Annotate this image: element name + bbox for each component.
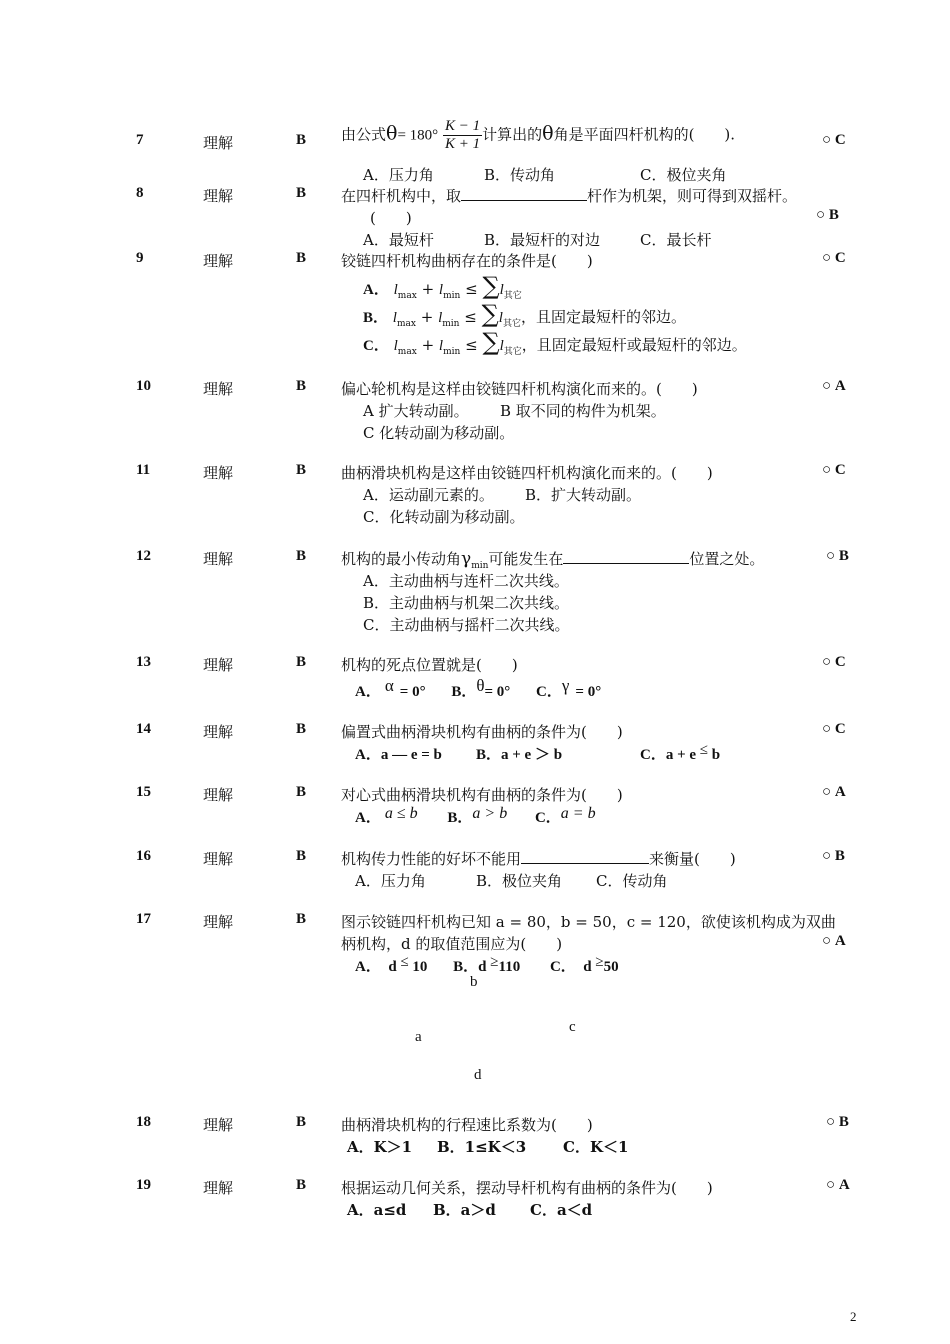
question-number: 18 bbox=[136, 1114, 151, 1130]
option-c: C 化转动副为移动副。 bbox=[363, 424, 515, 442]
question-stem: 图示铰链四杆机构已知 a = 80，b = 50，c = 120，欲使该机构成为双曲 bbox=[341, 913, 836, 931]
option-c: C． $l_{max} + l_{min} \le \sum l_{其它}$，且固定最短杆或最短杆的邻边。 bbox=[363, 328, 747, 357]
question-stem: 根据运动几何关系，摆动导杆机构有曲柄的条件为( ) bbox=[341, 1179, 713, 1197]
option-c: C．最长杆 bbox=[640, 231, 712, 249]
option-a: A． $l_{max} + l_{min} \le \sum l_{其它}$ bbox=[363, 272, 522, 301]
option-a: A 扩大转动副。 bbox=[363, 402, 469, 420]
option-a: A．压力角 bbox=[355, 872, 426, 890]
option-b: B．极位夹角 bbox=[476, 872, 563, 890]
question-category: 理解 bbox=[203, 252, 234, 270]
option-b: B．a＞d bbox=[433, 1201, 496, 1219]
question-category: 理解 bbox=[203, 1116, 234, 1134]
question-level: B bbox=[296, 462, 307, 478]
answer: ○ A bbox=[822, 784, 846, 800]
question-category: 理解 bbox=[203, 850, 234, 868]
question-number: 8 bbox=[136, 185, 144, 201]
question-stem: 曲柄滑块机构的行程速比系数为( ) bbox=[341, 1116, 593, 1134]
question-category: 理解 bbox=[203, 380, 234, 398]
question-level: B bbox=[296, 250, 307, 266]
answer: ○ B bbox=[816, 207, 839, 223]
question-category: 理解 bbox=[203, 187, 234, 205]
question-stem: 由公式θ= 180° $\frac{K - 1}{K + 1}$ 计算出的θ角是平面四杆机构的( ). bbox=[341, 118, 736, 152]
question-stem: 机构的死点位置就是( ) bbox=[341, 656, 518, 674]
option-b: B．1≤K＜3 bbox=[437, 1138, 527, 1156]
option-c: C．a＜d bbox=[530, 1201, 593, 1219]
answer: ○ B bbox=[822, 848, 845, 864]
option-row: A． α = 0° B．θ= 0° C．γ = 0° bbox=[355, 676, 602, 700]
question-category: 理解 bbox=[203, 723, 234, 741]
answer: ○ C bbox=[822, 721, 846, 737]
option-c: C．化转动副为移动副。 bbox=[363, 508, 525, 526]
option-row: A． d ≤ 10 B．d ≥110 C． d ≥50 bbox=[355, 954, 619, 975]
fill-blank bbox=[563, 553, 689, 564]
option-a: A．最短杆 bbox=[363, 231, 434, 249]
question-stem: 铰链四杆机构曲柄存在的条件是( ) bbox=[341, 252, 593, 270]
question-level: B bbox=[296, 185, 307, 201]
figure-label-c: c bbox=[569, 1019, 576, 1035]
option-b: B． $l_{max} + l_{min} \le \sum l_{其它}$，且固定最短杆的邻边。 bbox=[363, 300, 686, 329]
question-category: 理解 bbox=[203, 786, 234, 804]
option-b: B 取不同的构件为机架。 bbox=[500, 402, 666, 420]
question-stem: 在四杆机构中，取 杆作为机架，则可得到双摇杆。 bbox=[341, 187, 798, 205]
option-a: A．主动曲柄与连杆二次共线。 bbox=[363, 572, 569, 590]
question-category: 理解 bbox=[203, 134, 234, 152]
question-category: 理解 bbox=[203, 464, 234, 482]
figure-label-d: d bbox=[474, 1067, 482, 1083]
option-a: A．a≤d bbox=[347, 1201, 407, 1219]
question-category: 理解 bbox=[203, 656, 234, 674]
option-b: B．传动角 bbox=[484, 166, 556, 184]
answer: ○ A bbox=[822, 933, 846, 949]
question-level: B bbox=[296, 1177, 307, 1193]
answer: ○ B bbox=[826, 548, 849, 564]
question-number: 19 bbox=[136, 1177, 151, 1193]
option-c: C．极位夹角 bbox=[640, 166, 727, 184]
question-level: B bbox=[296, 721, 307, 737]
fill-blank bbox=[461, 190, 587, 201]
question-level: B bbox=[296, 1114, 307, 1130]
answer: ○ C bbox=[822, 654, 846, 670]
question-number: 17 bbox=[136, 911, 151, 927]
answer: ○ C bbox=[822, 250, 846, 266]
question-number: 14 bbox=[136, 721, 151, 737]
question-stem: 曲柄滑块机构是这样由铰链四杆机构演化而来的。( ) bbox=[341, 464, 713, 482]
option-a: A．压力角 bbox=[363, 166, 434, 184]
option-c: C．a + e ≤ b bbox=[640, 742, 721, 763]
question-level: B bbox=[296, 784, 307, 800]
page-number: 2 bbox=[850, 1309, 857, 1324]
answer: ○ C bbox=[822, 462, 846, 478]
figure-label-b: b bbox=[470, 974, 478, 990]
question-number: 11 bbox=[136, 462, 151, 478]
question-level: B bbox=[296, 378, 307, 394]
question-number: 10 bbox=[136, 378, 151, 394]
option-c: C．主动曲柄与摇杆二次共线。 bbox=[363, 616, 570, 634]
fill-blank bbox=[521, 853, 649, 864]
answer: ○ A bbox=[822, 378, 846, 394]
question-stem-line2: 柄机构，d 的取值范围应为( ) bbox=[341, 935, 563, 953]
question-stem: 偏心轮机构是这样由铰链四杆机构演化而来的。( ) bbox=[341, 380, 698, 398]
option-b: B．扩大转动副。 bbox=[525, 486, 642, 504]
answer: ○ C bbox=[822, 132, 846, 148]
option-b: B．a + e ＞ b bbox=[476, 747, 563, 763]
option-a: A．a — e = b bbox=[355, 747, 442, 763]
question-number: 7 bbox=[136, 132, 144, 148]
question-category: 理解 bbox=[203, 1179, 234, 1197]
question-stem: 机构传力性能的好坏不能用 来衡量( ) bbox=[341, 850, 736, 868]
answer: ○ A bbox=[826, 1177, 850, 1193]
question-number: 16 bbox=[136, 848, 151, 864]
option-c: C．传动角 bbox=[596, 872, 668, 890]
question-number: 9 bbox=[136, 250, 144, 266]
question-category: 理解 bbox=[203, 550, 234, 568]
question-stem: 偏置式曲柄滑块机构有曲柄的条件为( ) bbox=[341, 723, 623, 741]
fraction: $\frac{K - 1}{K + 1}$ bbox=[444, 118, 481, 152]
option-a: A．运动副元素的。 bbox=[363, 486, 494, 504]
question-level: B bbox=[296, 911, 307, 927]
question-stem: 机构的最小传动角$\gamma_{min}$可能发生在 位置之处。 bbox=[341, 549, 765, 571]
answer: ○ B bbox=[826, 1114, 849, 1130]
question-level: B bbox=[296, 654, 307, 670]
option-a: A．K＞1 bbox=[347, 1138, 413, 1156]
question-level: B bbox=[296, 848, 307, 864]
question-number: 13 bbox=[136, 654, 151, 670]
question-stem-line2: ( ) bbox=[370, 209, 412, 227]
question-level: B bbox=[296, 548, 307, 564]
question-number: 15 bbox=[136, 784, 151, 800]
option-row: A． a ≤ b B．a > b C．a = b bbox=[355, 805, 596, 826]
option-b: B．主动曲柄与机架二次共线。 bbox=[363, 594, 570, 612]
question-category: 理解 bbox=[203, 913, 234, 931]
figure-label-a: a bbox=[415, 1029, 422, 1045]
question-stem: 对心式曲柄滑块机构有曲柄的条件为( ) bbox=[341, 786, 623, 804]
question-level: B bbox=[296, 132, 307, 148]
option-b: B．最短杆的对边 bbox=[484, 231, 601, 249]
question-number: 12 bbox=[136, 548, 151, 564]
option-c: C．K＜1 bbox=[563, 1138, 629, 1156]
